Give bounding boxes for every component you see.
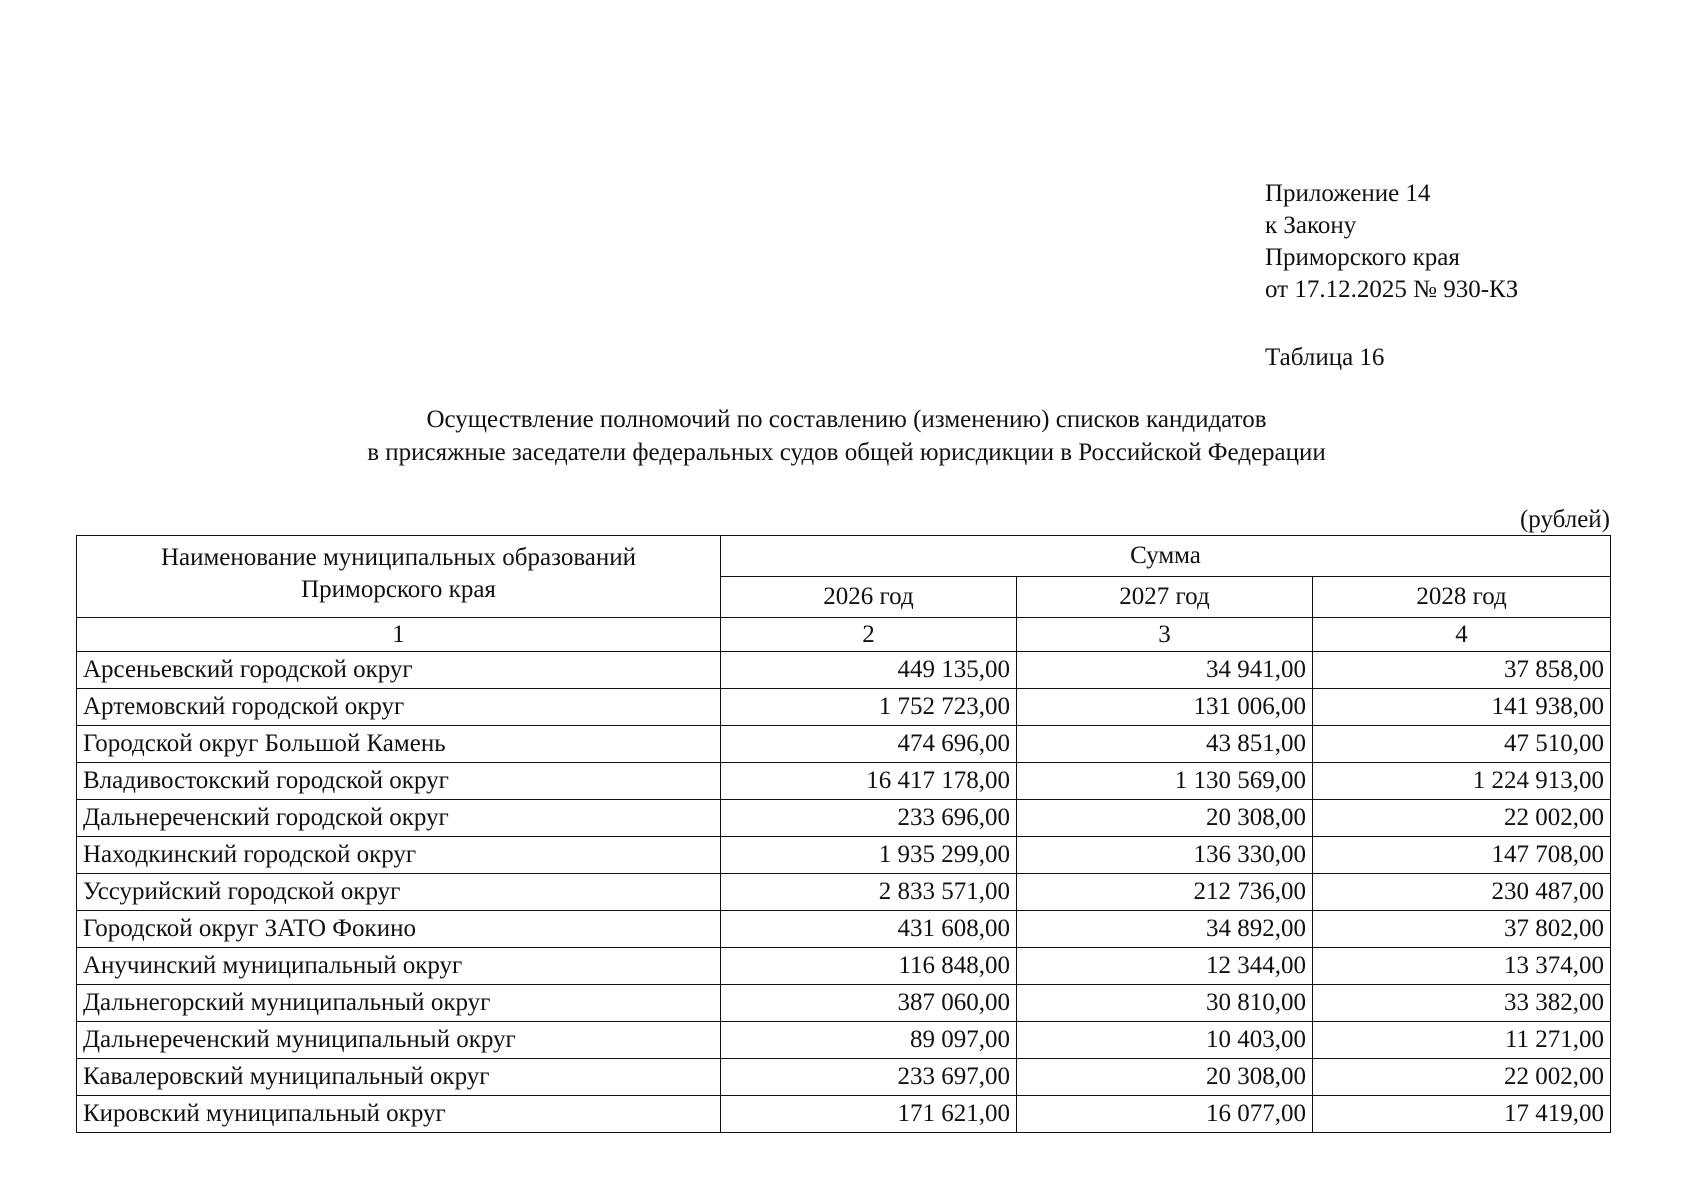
- table-row: [77, 726, 1611, 763]
- amount-2028: 47 510,00: [1313, 726, 1611, 763]
- amount-2028: 22 002,00: [1313, 800, 1611, 837]
- table-row: [77, 689, 1611, 726]
- amount-2027: 30 810,00: [1017, 985, 1313, 1022]
- amount-2026: 171 621,00: [721, 1096, 1017, 1133]
- municipality-name: Дальнегорский муниципальный округ: [77, 985, 721, 1022]
- column-number: 2: [721, 618, 1017, 652]
- appendix-line: Приморского края: [1265, 244, 1460, 271]
- amount-2028: 1 224 913,00: [1313, 763, 1611, 800]
- amount-2028: 230 487,00: [1313, 874, 1611, 911]
- amount-2026: 1 935 299,00: [721, 837, 1017, 874]
- amount-2026: 474 696,00: [721, 726, 1017, 763]
- appendix-reference: [1265, 178, 1518, 306]
- amount-2028: 147 708,00: [1313, 837, 1611, 874]
- amount-2028: 11 271,00: [1313, 1022, 1611, 1059]
- amount-2026: 449 135,00: [721, 652, 1017, 689]
- amount-2026: 233 697,00: [721, 1059, 1017, 1096]
- amount-2027: 10 403,00: [1017, 1022, 1313, 1059]
- table-row: [77, 1059, 1611, 1096]
- amount-2028: 13 374,00: [1313, 948, 1611, 985]
- municipality-name: Уссурийский городской округ: [77, 874, 721, 911]
- amount-2026: 89 097,00: [721, 1022, 1017, 1059]
- amount-2028: 22 002,00: [1313, 1059, 1611, 1096]
- municipality-column-header: [77, 536, 721, 618]
- sum-column-header: Сумма: [721, 536, 1611, 577]
- appendix-line: от 17.12.2025 № 930-КЗ: [1265, 276, 1519, 303]
- amount-2027: 43 851,00: [1017, 726, 1313, 763]
- amount-2027: 20 308,00: [1017, 800, 1313, 837]
- table-row: [77, 1022, 1611, 1059]
- column-number: 4: [1313, 618, 1611, 652]
- amount-2026: 2 833 571,00: [721, 874, 1017, 911]
- amount-2027: 12 344,00: [1017, 948, 1313, 985]
- municipality-name: Городской округ Большой Камень: [77, 726, 721, 763]
- municipality-name: Кавалеровский муниципальный округ: [77, 1059, 721, 1096]
- amount-2026: 16 417 178,00: [721, 763, 1017, 800]
- amount-2026: 116 848,00: [721, 948, 1017, 985]
- table-row: [77, 948, 1611, 985]
- municipality-name: Находкинский городской округ: [77, 837, 721, 874]
- column-number-row: [77, 618, 1611, 652]
- table-row: [77, 1096, 1611, 1133]
- table-row: [77, 874, 1611, 911]
- amount-2027: 131 006,00: [1017, 689, 1313, 726]
- table-row: [77, 763, 1611, 800]
- amount-2028: 33 382,00: [1313, 985, 1611, 1022]
- year-header-2028: 2028 год: [1313, 577, 1611, 618]
- municipality-name: Арсеньевский городской округ: [77, 652, 721, 689]
- table-row: [77, 800, 1611, 837]
- appendix-line: к Закону: [1265, 212, 1357, 239]
- amount-2027: 20 308,00: [1017, 1059, 1313, 1096]
- municipality-name: Артемовский городской округ: [77, 689, 721, 726]
- municipality-name: Городской округ ЗАТО Фокино: [77, 911, 721, 948]
- table-row: [77, 652, 1611, 689]
- table-number: Таблица 16: [1265, 344, 1385, 371]
- municipality-name: Кировский муниципальный округ: [77, 1096, 721, 1133]
- table-row: [77, 985, 1611, 1022]
- table-row: [77, 837, 1611, 874]
- municipality-name: Владивостокский городской округ: [77, 763, 721, 800]
- amount-2028: 17 419,00: [1313, 1096, 1611, 1133]
- amount-2028: 37 858,00: [1313, 652, 1611, 689]
- amount-2027: 16 077,00: [1017, 1096, 1313, 1133]
- units-label: (рублей): [1519, 506, 1610, 533]
- amount-2027: 136 330,00: [1017, 837, 1313, 874]
- table-body: [77, 618, 1611, 1133]
- amount-2027: 34 892,00: [1017, 911, 1313, 948]
- column-number: 3: [1017, 618, 1313, 652]
- amount-2027: 1 130 569,00: [1017, 763, 1313, 800]
- amount-2028: 37 802,00: [1313, 911, 1611, 948]
- amount-2026: 233 696,00: [721, 800, 1017, 837]
- table-row: [77, 911, 1611, 948]
- year-header-2026: 2026 год: [721, 577, 1017, 618]
- municipality-name: Анучинский муниципальный округ: [77, 948, 721, 985]
- budget-table: [76, 535, 1611, 1133]
- column-number: 1: [77, 618, 721, 652]
- municipality-name: Дальнереченский муниципальный округ: [77, 1022, 721, 1059]
- header-line: Приморского края: [301, 576, 496, 603]
- amount-2028: 141 938,00: [1313, 689, 1611, 726]
- year-header-2027: 2027 год: [1017, 577, 1313, 618]
- appendix-line: Приложение 14: [1265, 180, 1431, 207]
- municipality-name: Дальнереченский городской округ: [77, 800, 721, 837]
- amount-2026: 431 608,00: [721, 911, 1017, 948]
- title-line: в присяжные заседатели федеральных судов общей юрисдикции в Российской Федерации: [367, 439, 1326, 466]
- amount-2026: 387 060,00: [721, 985, 1017, 1022]
- amount-2026: 1 752 723,00: [721, 689, 1017, 726]
- amount-2027: 212 736,00: [1017, 874, 1313, 911]
- title-line: Осуществление полномочий по составлению (изменению) списков кандидатов: [426, 406, 1267, 433]
- document-title: [0, 403, 1693, 469]
- header-line: Наименование муниципальных образований: [160, 544, 637, 571]
- amount-2027: 34 941,00: [1017, 652, 1313, 689]
- header-row: [77, 536, 1611, 577]
